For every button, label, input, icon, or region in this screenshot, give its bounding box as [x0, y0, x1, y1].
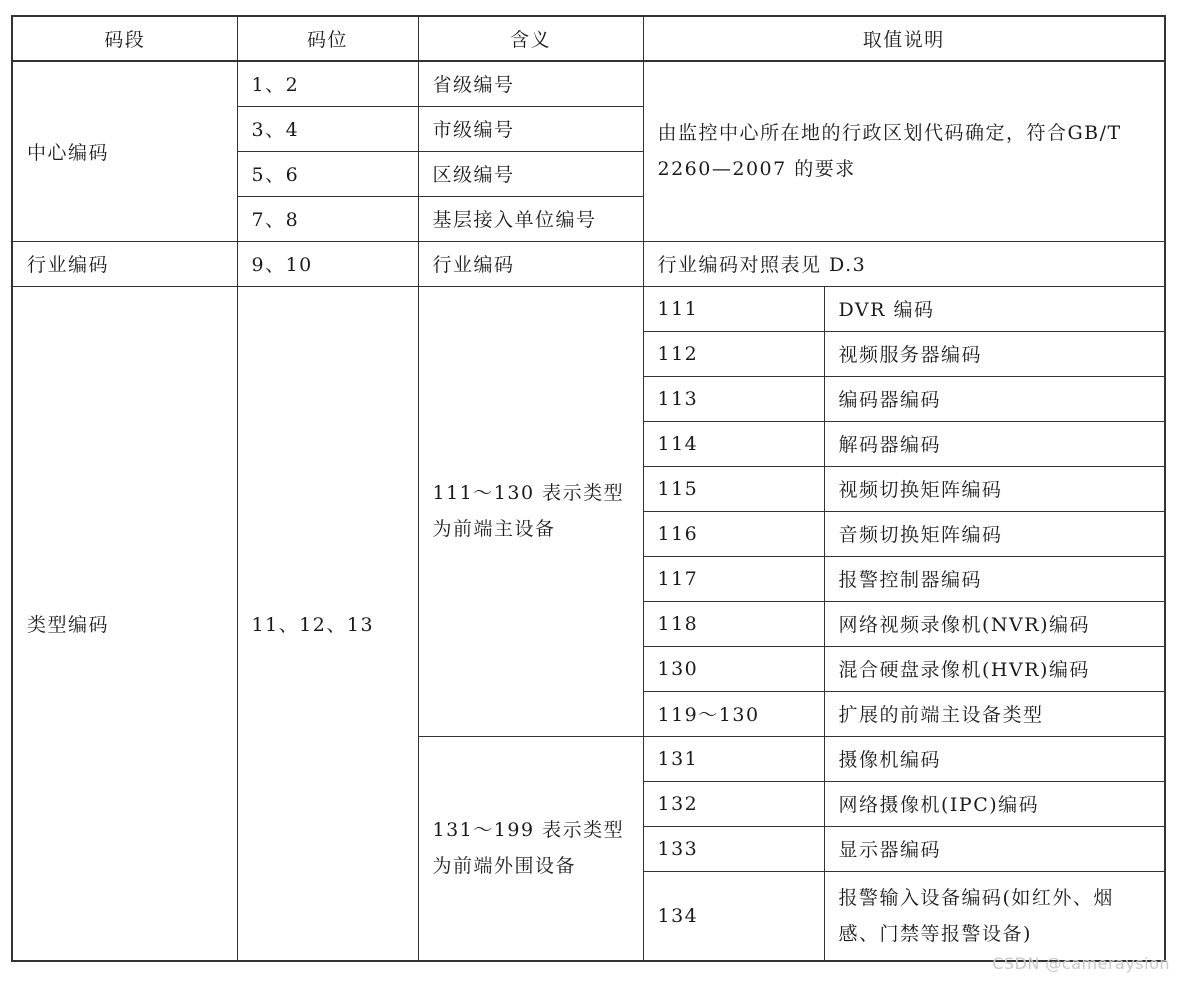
position-cell: 9、10 [237, 241, 418, 286]
code-name-cell: 报警控制器编码 [824, 556, 1165, 601]
header-value-description: 取值说明 [643, 16, 1165, 61]
industry-description: 行业编码对照表见 D.3 [643, 241, 1165, 286]
front-main-meaning: 111～130 表示类型为前端主设备 [418, 286, 643, 736]
meaning-cell: 省级编号 [418, 61, 643, 106]
code-name-cell: 摄像机编码 [824, 736, 1165, 781]
code-name-cell: 编码器编码 [824, 376, 1165, 421]
table-header-row [12, 16, 1165, 61]
code-cell: 132 [643, 781, 824, 826]
code-cell: 112 [643, 331, 824, 376]
meaning-cell: 区级编号 [418, 151, 643, 196]
header-meaning: 含义 [418, 16, 643, 61]
code-cell: 115 [643, 466, 824, 511]
code-name-cell: 音频切换矩阵编码 [824, 511, 1165, 556]
code-cell: 119～130 [643, 691, 824, 736]
table-row [12, 286, 1165, 331]
code-name-cell: 显示器编码 [824, 826, 1165, 871]
coding-rules-table [11, 15, 1166, 962]
table-row [12, 61, 1165, 106]
code-name-cell: 网络摄像机(IPC)编码 [824, 781, 1165, 826]
code-name-cell: DVR 编码 [824, 286, 1165, 331]
meaning-cell: 行业编码 [418, 241, 643, 286]
center-description: 由监控中心所在地的行政区划代码确定，符合GB/T 2260—2007 的要求 [643, 61, 1165, 241]
code-name-cell: 扩展的前端主设备类型 [824, 691, 1165, 736]
code-cell: 134 [643, 871, 824, 961]
code-name-cell: 解码器编码 [824, 421, 1165, 466]
meaning-cell: 市级编号 [418, 106, 643, 151]
table-row [12, 241, 1165, 286]
meaning-cell: 基层接入单位编号 [418, 196, 643, 241]
position-cell: 1、2 [237, 61, 418, 106]
code-cell: 113 [643, 376, 824, 421]
code-cell: 114 [643, 421, 824, 466]
code-cell: 111 [643, 286, 824, 331]
code-cell: 130 [643, 646, 824, 691]
code-name-cell: 视频服务器编码 [824, 331, 1165, 376]
position-cell: 7、8 [237, 196, 418, 241]
type-segment: 类型编码 [12, 286, 237, 961]
code-name-cell: 网络视频录像机(NVR)编码 [824, 601, 1165, 646]
code-name-cell: 混合硬盘录像机(HVR)编码 [824, 646, 1165, 691]
code-cell: 131 [643, 736, 824, 781]
code-name-cell: 视频切换矩阵编码 [824, 466, 1165, 511]
type-position: 11、12、13 [237, 286, 418, 961]
header-segment: 码段 [12, 16, 237, 61]
center-segment: 中心编码 [12, 61, 237, 241]
code-cell: 117 [643, 556, 824, 601]
position-cell: 5、6 [237, 151, 418, 196]
industry-segment: 行业编码 [12, 241, 237, 286]
header-position: 码位 [237, 16, 418, 61]
code-cell: 118 [643, 601, 824, 646]
code-name-cell: 报警输入设备编码(如红外、烟感、门禁等报警设备) [824, 871, 1165, 961]
watermark: CSDN @cameraysion [992, 954, 1170, 973]
position-cell: 3、4 [237, 106, 418, 151]
code-cell: 116 [643, 511, 824, 556]
code-cell: 133 [643, 826, 824, 871]
front-peripheral-meaning: 131～199 表示类型为前端外围设备 [418, 736, 643, 961]
